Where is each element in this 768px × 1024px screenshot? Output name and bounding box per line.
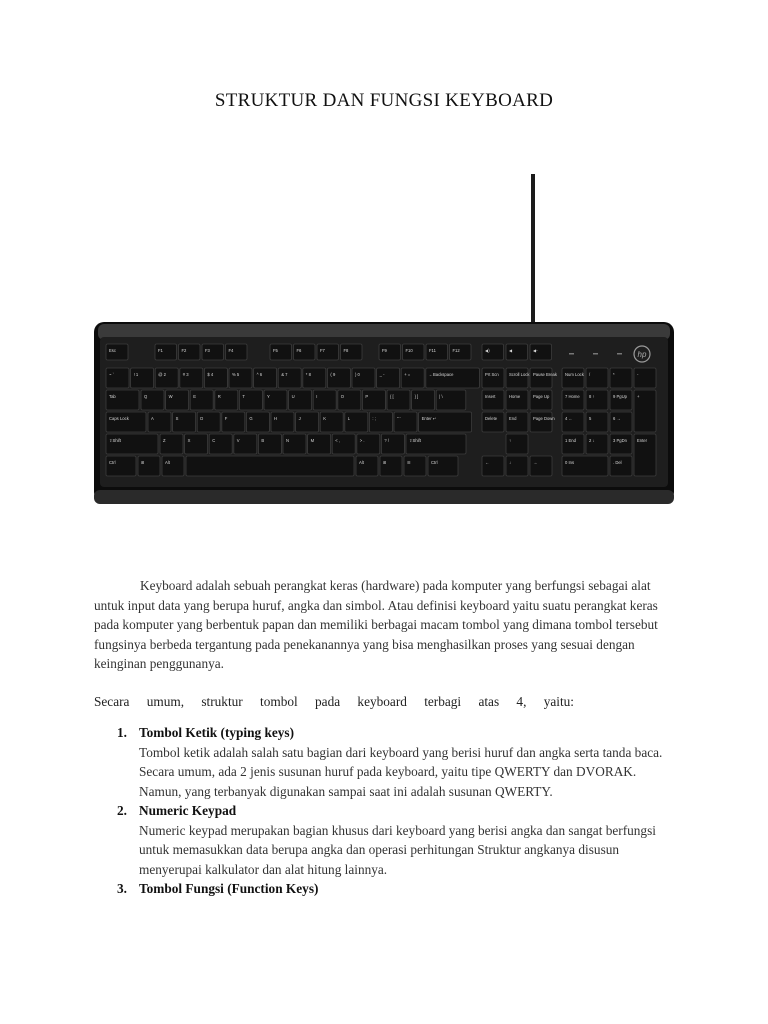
key-a-9 [369, 412, 392, 432]
key-nav-3 [482, 390, 504, 410]
key-num-12 [401, 368, 424, 388]
key-q-11 [412, 390, 435, 410]
hp-logo-text: hp [637, 350, 647, 359]
key-nav-7 [506, 412, 528, 432]
page-title: STRUKTUR DAN FUNGSI KEYBOARD [214, 90, 554, 111]
key-win-left [138, 456, 160, 476]
key-num-9 [327, 368, 350, 388]
key-a-4 [246, 412, 269, 432]
key-a-6 [296, 412, 319, 432]
key-label: F7 [320, 348, 325, 353]
key-label: J [298, 416, 301, 421]
key-label: } ] [414, 394, 419, 399]
key-label: C [212, 438, 216, 443]
key-label: 5 [589, 416, 592, 421]
key-label: 8 ↑ [589, 394, 595, 399]
key-num-7 [278, 368, 301, 388]
key-a-5 [271, 412, 294, 432]
key-nav-6 [482, 412, 504, 432]
key-label: Esc [109, 348, 116, 353]
key-np-sub [634, 368, 656, 388]
key-label: _ - [379, 372, 385, 377]
key-label: ⇧Shift [409, 438, 421, 443]
key-num-2 [155, 368, 178, 388]
key-label: 6 → [613, 416, 621, 421]
key-np-2 [586, 434, 608, 454]
key-label: * 8 [305, 372, 311, 377]
key-label: ☰ [407, 460, 411, 465]
key-label: F3 [205, 348, 210, 353]
key-label: ^ 6 [256, 372, 263, 377]
key-num-6 [254, 368, 277, 388]
key-label: End [509, 416, 517, 421]
key-label: F2 [181, 348, 187, 353]
key-q-4 [239, 390, 262, 410]
list-heading: Tombol Fungsi (Function Keys) [139, 881, 319, 896]
key-win-right [380, 456, 402, 476]
key-q-10 [387, 390, 410, 410]
key-label: N [286, 438, 290, 443]
key-label: M [310, 438, 315, 443]
key-label: + [637, 394, 640, 399]
key-label: P [365, 394, 369, 399]
key-num-8 [303, 368, 326, 388]
key-label: Ctrl [431, 460, 438, 465]
key-label: Scroll Lock [509, 372, 530, 377]
key-nav-4 [506, 390, 528, 410]
key-q-9 [362, 390, 385, 410]
key-a-7 [320, 412, 343, 432]
key-label: → [533, 460, 538, 465]
key-structure-list [94, 723, 674, 899]
key-label: G [249, 416, 253, 421]
key-label: ◀ [509, 348, 513, 353]
key-a-1 [173, 412, 196, 432]
key-z-3 [234, 434, 257, 454]
keyboard-image [92, 172, 676, 517]
key-num-1 [131, 368, 154, 388]
key-label: < , [335, 438, 340, 443]
list-item [94, 723, 674, 801]
key-label: F12 [452, 348, 460, 353]
key-label: + = [404, 372, 411, 377]
key-label: ◀) [485, 348, 490, 353]
key-label: ↓ [509, 460, 512, 465]
key-q-2 [190, 390, 213, 410]
key-label: S [175, 416, 179, 421]
key-label: K [323, 416, 326, 421]
key-a-2 [197, 412, 220, 432]
list-item [94, 801, 674, 879]
key-label: 7 Home [565, 394, 580, 399]
key-np-div [586, 368, 608, 388]
key-label: O [340, 394, 345, 399]
key-q-8 [338, 390, 361, 410]
key-z-5 [283, 434, 306, 454]
key-label: 1 End [565, 438, 576, 443]
key-a-0 [148, 412, 171, 432]
key-label: Pause Break [533, 372, 557, 377]
key-alt-left [162, 456, 184, 476]
key-shift-left [106, 434, 158, 454]
key-label: ⊞ [383, 460, 387, 465]
key-label: X [187, 438, 191, 443]
key-a-8 [345, 412, 368, 432]
key-label: ? / [384, 438, 390, 443]
key-label: ⊞ [141, 460, 145, 465]
key-z-6 [308, 434, 331, 454]
key-label: 4 ← [565, 416, 573, 421]
list-number: 2. [117, 803, 127, 818]
key-z-2 [209, 434, 232, 454]
key-label: # 3 [182, 372, 189, 377]
key-label: . Del [613, 460, 622, 465]
key-ctrl-right [428, 456, 458, 476]
key-np-7 [562, 390, 584, 410]
key-label: F4 [228, 348, 234, 353]
key-tab [106, 390, 139, 410]
key-label: F11 [429, 348, 436, 353]
key-label: Delete [485, 416, 498, 421]
key-z-4 [258, 434, 281, 454]
key-enter [419, 412, 472, 432]
key-label: F1 [158, 348, 163, 353]
key-label: { [ [390, 394, 394, 399]
key-alt-right [356, 456, 378, 476]
key-np-6 [610, 412, 632, 432]
key-label: Alt [165, 460, 170, 465]
key-label: ! 1 [133, 372, 139, 377]
key-label: Home [509, 394, 521, 399]
key-label: F5 [273, 348, 278, 353]
key-label: Enter [637, 438, 648, 443]
key-ctrl-left [106, 456, 136, 476]
key-label: R [217, 394, 221, 399]
list-number: 1. [117, 725, 127, 740]
key-nav-0 [482, 368, 504, 388]
key-z-1 [185, 434, 208, 454]
key-z-8 [357, 434, 380, 454]
key-label: Prt Scn [485, 372, 499, 377]
key-label: * [613, 372, 615, 377]
key-np-5 [586, 412, 608, 432]
key-q-0 [141, 390, 164, 410]
key-label: " ' [397, 416, 401, 421]
key-num-0 [106, 368, 129, 388]
key-label: F9 [382, 348, 387, 353]
key-q-6 [289, 390, 312, 410]
key-label: U [291, 394, 295, 399]
list-heading: Numeric Keypad [139, 803, 237, 818]
key-np-4 [562, 412, 584, 432]
key-arrow-right [530, 456, 552, 476]
key-q-3 [215, 390, 238, 410]
key-label: & 7 [281, 372, 288, 377]
key-label: Insert [485, 394, 496, 399]
key-arrow-up [506, 434, 528, 454]
list-number: 3. [117, 881, 127, 896]
key-label: ) 0 [355, 372, 360, 377]
key-q-12 [436, 390, 466, 410]
key-q-7 [313, 390, 336, 410]
list-body: Tombol ketik adalah salah satu bagian dari keyboard yang berisi huruf dan angka serta tanda baca. Secara umum, ada 2 jenis susunan huruf pada keyboard, yaitu tipe QWERTY dan DVORAK. Namun, yang terbanyak digunakan sampai saat ini adalah susunan QWERTY. [139, 744, 663, 799]
key-arrow-down [506, 456, 528, 476]
key-num-3 [180, 368, 203, 388]
key-label: Page Down [533, 416, 555, 421]
key-menu [404, 456, 426, 476]
list-item [94, 879, 674, 899]
key-a-3 [222, 412, 245, 432]
key-label: Y [267, 394, 270, 399]
key-label: - [637, 372, 639, 377]
key-q-5 [264, 390, 287, 410]
key-z-0 [160, 434, 183, 454]
key-label: F [224, 416, 228, 421]
lead-sentence: Secara umum, struktur tombol pada keyboard terbagi atas 4, yaitu: [94, 694, 574, 709]
key-label: 3 PgDn [613, 438, 627, 443]
key-backspace [426, 368, 480, 388]
key-label: H [274, 416, 278, 421]
key-caps [106, 412, 146, 432]
key-label: ~ ` [109, 372, 115, 377]
key-label: Page Up [533, 394, 550, 399]
key-numlock [562, 368, 584, 388]
key-label: A [151, 416, 154, 421]
key-shift-right [406, 434, 466, 454]
key-np-del [610, 456, 632, 476]
key-label: 2 ↓ [589, 438, 595, 443]
key-z-7 [332, 434, 355, 454]
key-label: Z [163, 438, 166, 443]
key-np-mul [610, 368, 632, 388]
key-label: B [261, 438, 265, 443]
key-label: ◀- [533, 348, 538, 353]
key-nav-5 [530, 390, 552, 410]
key-label: Enter ↵ [421, 416, 437, 421]
key-np-1 [562, 434, 584, 454]
key-label: @ 2 [158, 372, 166, 377]
key-label: V [236, 438, 240, 443]
key-label: ⇧Shift [109, 438, 121, 443]
key-label: Caps Lock [109, 416, 129, 421]
key-nav-8 [530, 412, 552, 432]
key-label: D [200, 416, 204, 421]
key-label: ( 9 [330, 372, 336, 377]
key-label: 0 Ins [565, 460, 575, 465]
list-heading: Tombol Ketik (typing keys) [139, 725, 295, 740]
key-label: ↑ [509, 438, 512, 443]
key-label: Ctrl [109, 460, 116, 465]
intro-paragraph-text: Keyboard adalah sebuah perangkat keras (hardware) pada komputer yang berfungsi sebagai alat untuk input data yang berupa huruf, angka dan simbol. Atau definisi keyboard yaitu suatu perangkat keras pada komputer yang berbentuk papan dan memiliki berbagai macam tombol yang dimana tombol tersebut fungsinya berbeda tergantung pada penekanannya yang bisa menghasilkan proses yang sesuai dengan keinginan penggunanya. [94, 578, 658, 671]
key-label: W [168, 394, 173, 399]
key-a-10 [394, 412, 417, 432]
key-num-4 [204, 368, 227, 388]
key-label: Alt [359, 460, 364, 465]
key-label: / [589, 372, 591, 377]
key-label: F6 [296, 348, 302, 353]
key-label: Num Lock [565, 372, 584, 377]
key-np-8 [586, 390, 608, 410]
key-label: I [316, 394, 318, 399]
key-label: % 5 [232, 372, 240, 377]
key-nav-2 [530, 368, 552, 388]
keyboard-cable [531, 174, 535, 324]
key-space [186, 456, 354, 476]
key-label: ←Backspace [428, 372, 454, 377]
key-np-3 [610, 434, 632, 454]
key-label: | \ [439, 394, 443, 399]
key-q-1 [166, 390, 189, 410]
key-label: Tab [109, 394, 116, 399]
key-num-11 [377, 368, 400, 388]
key-num-5 [229, 368, 252, 388]
key-label: Q [144, 394, 148, 399]
intro-paragraph [94, 576, 660, 674]
key-arrow-left [482, 456, 504, 476]
key-label: : ; [372, 416, 376, 421]
key-np-0 [562, 456, 608, 476]
key-label: E [193, 394, 196, 399]
key-nav-1 [506, 368, 528, 388]
key-z-9 [381, 434, 404, 454]
key-label: F8 [343, 348, 349, 353]
key-label: > . [359, 438, 365, 443]
key-label: ← [485, 460, 490, 465]
key-num-10 [352, 368, 375, 388]
key-label: F10 [405, 348, 413, 353]
key-label: L [347, 416, 351, 421]
key-label: T [242, 394, 245, 399]
key-np-9 [610, 390, 632, 410]
key-label: $ 4 [207, 372, 214, 377]
key-label: 9 PgUp [613, 394, 627, 399]
list-body: Numeric keypad merupakan bagian khusus dari keyboard yang berisi angka dan sangat berfungsi untuk memasukkan data berupa angka dan operasi perhitungan Struktur angkanya disusun menyerupai kalkulator dan alat hitung lainnya. [139, 822, 656, 877]
